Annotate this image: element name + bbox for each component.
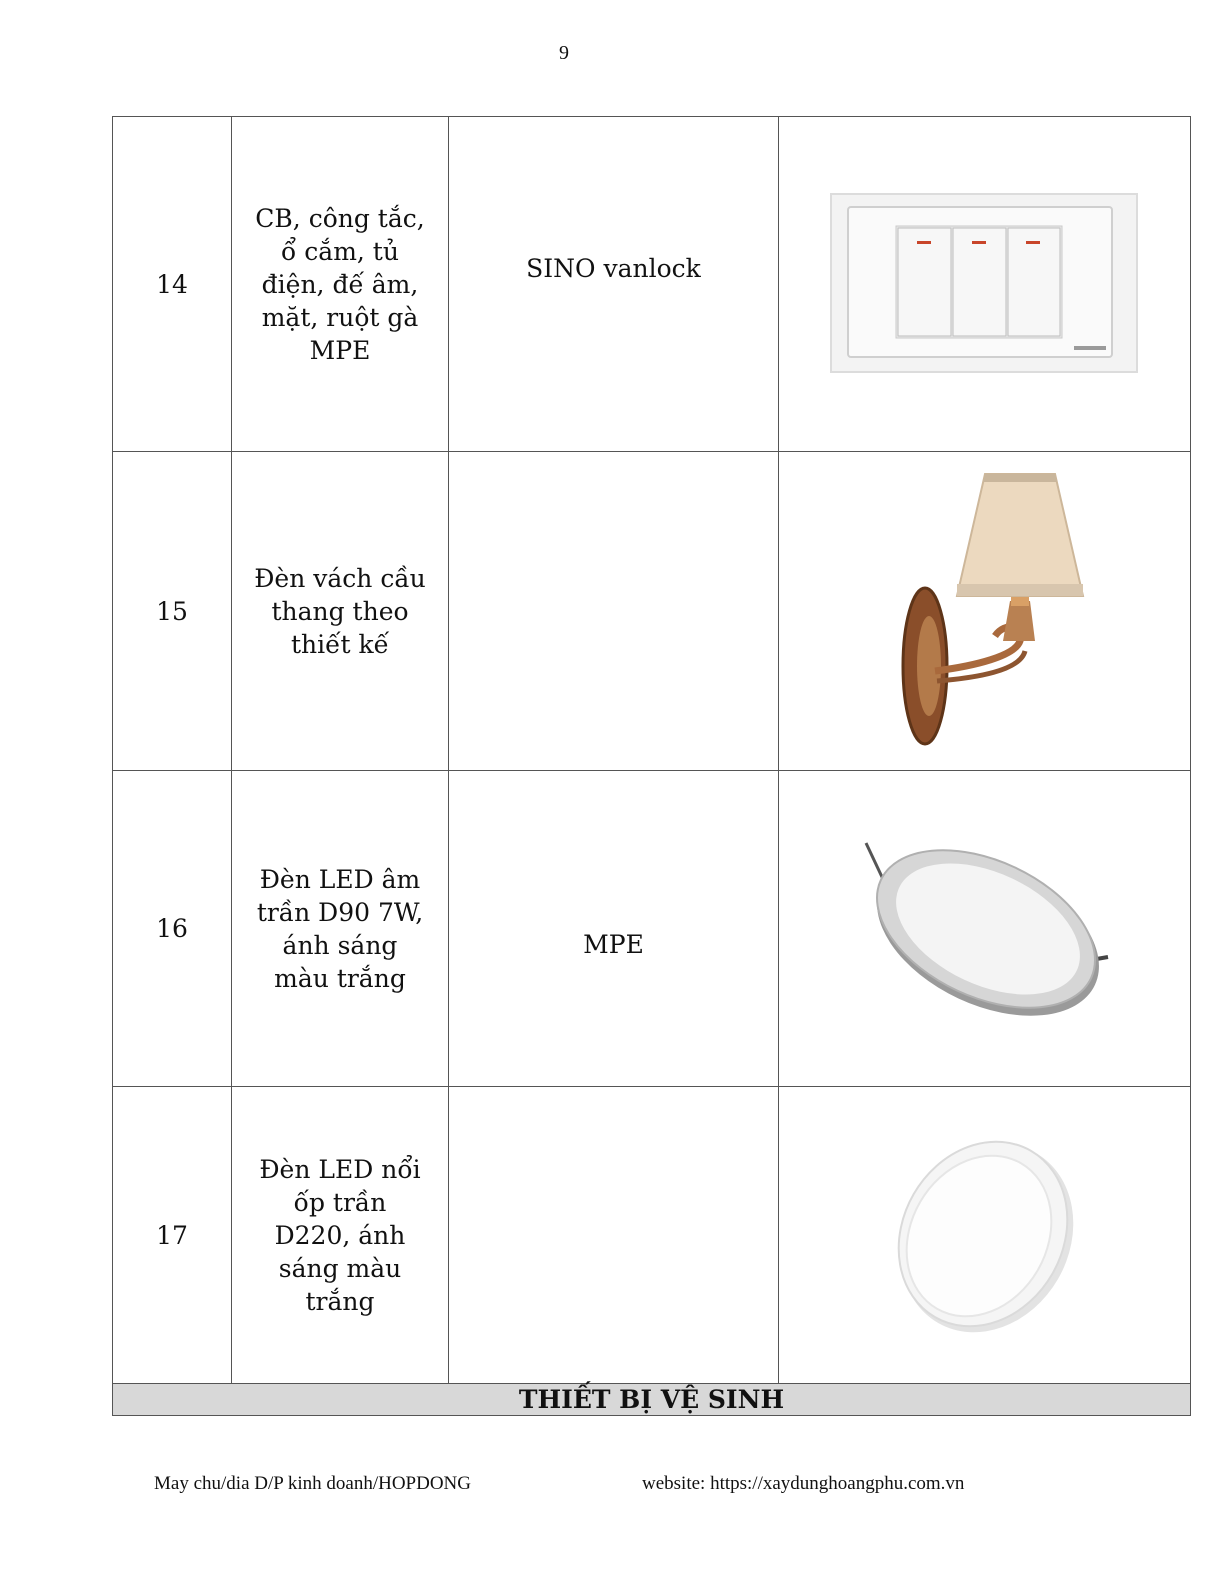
item-name: Đèn LED âm trần D90 7W, ánh sáng màu trắng	[232, 771, 449, 1087]
table-row	[113, 1087, 1191, 1384]
item-brand: SINO vanlock	[449, 117, 779, 452]
table-row	[113, 117, 1191, 452]
item-image	[779, 771, 1191, 1087]
item-name: CB, công tắc, ổ cắm, tủ điện, đế âm, mặt, ruột gà MPE	[232, 117, 449, 452]
row-number: 14	[113, 117, 232, 452]
item-image	[779, 117, 1191, 452]
item-image	[779, 1087, 1191, 1384]
item-name: Đèn vách cầu thang theo thiết kế	[232, 452, 449, 771]
item-image	[779, 452, 1191, 771]
section-header: THIẾT BỊ VỆ SINH	[113, 1384, 1191, 1416]
wall-sconce-image	[885, 466, 1085, 756]
page-number: 9	[559, 42, 569, 64]
wall-switch-image	[830, 193, 1140, 375]
table-row	[113, 771, 1191, 1087]
row-number: 17	[113, 1087, 232, 1384]
surface-led-image	[895, 1130, 1075, 1340]
recessed-led-image	[860, 839, 1110, 1019]
item-name: Đèn LED nổi ốp trần D220, ánh sáng màu trắng	[232, 1087, 449, 1384]
item-brand	[449, 1087, 779, 1384]
item-brand: MPE	[449, 771, 779, 1087]
footer-left: May chu/dia D/P kinh doanh/HOPDONG	[154, 1473, 471, 1494]
item-brand	[449, 452, 779, 771]
materials-table	[112, 116, 1191, 1416]
footer-website: website: https://xaydunghoangphu.com.vn	[642, 1473, 965, 1494]
table-row	[113, 452, 1191, 771]
row-number: 16	[113, 771, 232, 1087]
row-number: 15	[113, 452, 232, 771]
section-row	[113, 1384, 1191, 1416]
